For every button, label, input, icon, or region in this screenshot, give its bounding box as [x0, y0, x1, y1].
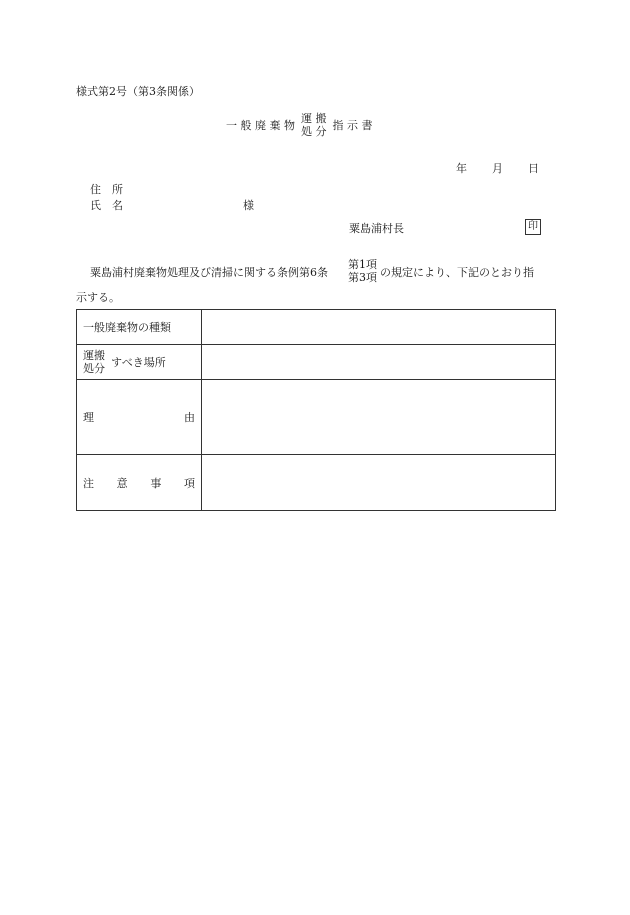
location-stack-top: 運搬 [83, 349, 105, 362]
label-waste-type [77, 310, 202, 345]
honorific: 様 [243, 199, 254, 212]
title-stack [301, 112, 327, 138]
instruction-table [76, 309, 556, 511]
notes-char-3: 事 [150, 476, 162, 490]
table-row-notes [77, 455, 556, 511]
location-suffix: すべき場所 [111, 356, 166, 369]
clause-bottom: 第3項 [348, 271, 377, 284]
field-waste-type[interactable] [202, 310, 556, 345]
label-waste-type-text: 一般廃棄物の種類 [83, 321, 171, 334]
label-location [77, 345, 202, 380]
table-row-location [77, 345, 556, 380]
title-prefix: 一 般 廃 棄 物 [226, 119, 295, 132]
notes-char-1: 注 [83, 476, 94, 490]
form-number: 様式第2号（第3条関係） [76, 85, 200, 98]
location-stack-bottom: 処分 [83, 362, 105, 375]
title-suffix: 指 示 書 [332, 119, 373, 132]
notes-char-4: 項 [183, 476, 195, 490]
title-stack-top: 運 搬 [301, 112, 327, 125]
table-row-reason [77, 380, 556, 455]
name-label: 氏 名 [90, 199, 123, 212]
reason-left: 理 [83, 411, 94, 424]
title-stack-bottom: 処 分 [301, 125, 327, 138]
label-reason [77, 380, 202, 455]
table-row-waste-type [77, 310, 556, 345]
field-reason[interactable] [202, 380, 556, 455]
body-line1-part1: 粟島浦村廃棄物処理及び清掃に関する条例第6条 [90, 266, 328, 279]
document-title [226, 112, 373, 138]
location-stack [83, 349, 105, 375]
issuer-name: 粟島浦村長 [349, 222, 404, 235]
body-line1-part2: の規定により、下記のとおり指 [380, 266, 534, 279]
date-year: 年 [456, 162, 467, 175]
date-day: 日 [528, 162, 539, 175]
clause-stack [348, 258, 377, 284]
label-notes [77, 455, 202, 511]
notes-char-2: 意 [116, 476, 128, 490]
reason-right: 由 [184, 411, 195, 424]
field-location[interactable] [202, 345, 556, 380]
clause-top: 第1項 [348, 258, 377, 271]
body-line2: 示する。 [76, 291, 120, 304]
date-month: 月 [492, 162, 503, 175]
seal-mark: 印 [525, 219, 541, 235]
field-notes[interactable] [202, 455, 556, 511]
address-label: 住 所 [90, 183, 123, 196]
